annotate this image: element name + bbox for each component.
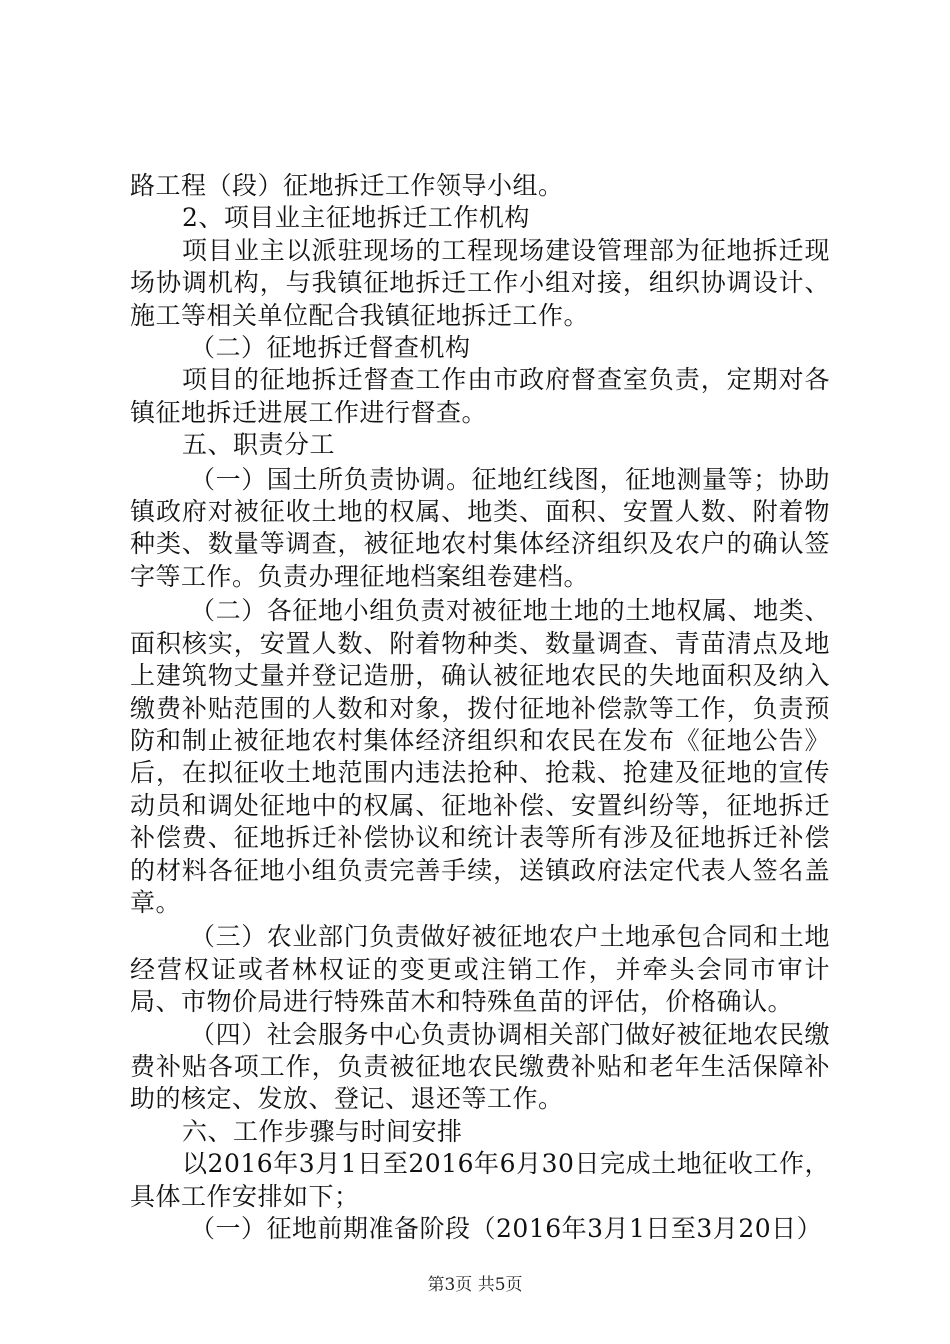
paragraph-project-owner: 项目业主以派驻现场的工程现场建设管理部为征地拆迁现场协调机构，与我镇征地拆迁工作小组对接，组织协调设计、施工等相关单位配合我镇征地拆迁工作。 — [130, 235, 830, 330]
paragraph-supervision: 项目的征地拆迁督查工作由市政府督查室负责，定期对各镇征地拆迁进展工作进行督查。 — [130, 365, 830, 427]
subsection-heading-preparation: （一）征地前期准备阶段（2016年3月1日至3月20日） — [190, 1214, 823, 1243]
paragraph-responsibility-4: （四）社会服务中心负责协调相关部门做好被征地农民缴费补贴各项工作，负责被征地农民缴费补贴和老年生活保障补助的核定、发放、登记、退还等工作。 — [130, 1019, 830, 1114]
paragraph-responsibility-3: （三）农业部门负责做好被征地农户土地承包合同和土地经营权证或者林权证的变更或注销工作，并牵头会同市审计局、市物价局进行特殊苗木和特殊鱼苗的评估，价格确认。 — [130, 922, 830, 1017]
subsection-heading-project-owner: 2、项目业主征地拆迁工作机构 — [182, 203, 530, 233]
paragraph-responsibility-2: （二）各征地小组负责对被征地土地的土地权属、地类、面积核实，安置人数、附着物种类、数量调查、青苗清点及地上建筑物丈量并登记造册，确认被征地农民的失地面积及纳入缴费补贴范围的人数和对象，拨付征地补偿款等工作，负责预防和制止被征地农村集体经济组织和农民在发布《征地公告》后，在拟征收土地范围内违法抢种、抢栽、抢建及征地的宣传动员和调处征地中的权属、征地补偿、安置纠纷等，征地拆迁补偿费、征地拆迁补偿协议和统计表等所有涉及征地拆迁补偿的材料各征地小组负责完善手续，送镇政府法定代表人签名盖章。 — [130, 596, 830, 917]
subsection-heading-supervision: （二）征地拆迁督查机构 — [190, 333, 471, 363]
paragraph-responsibility-1: （一）国土所负责协调。征地红线图，征地测量等；协助镇政府对被征收土地的权属、地类、面积、安置人数、附着物种类、数量等调查，被征地农村集体经济组织及农户的确认签字等工作。负责办理征地档案组卷建档。 — [130, 464, 830, 591]
section-heading-schedule: 六、工作步骤与时间安排 — [182, 1116, 463, 1146]
document-body — [130, 170, 830, 1245]
paragraph-schedule: 以2016年3月1日至2016年6月30日完成土地征收工作，具体工作安排如下； — [130, 1149, 830, 1211]
section-heading-responsibilities: 五、职责分工 — [182, 430, 336, 460]
paragraph-continuation: 路工程（段）征地拆迁工作领导小组。 — [130, 171, 564, 200]
page-number-footer: 第3页 共5页 — [427, 1275, 523, 1295]
